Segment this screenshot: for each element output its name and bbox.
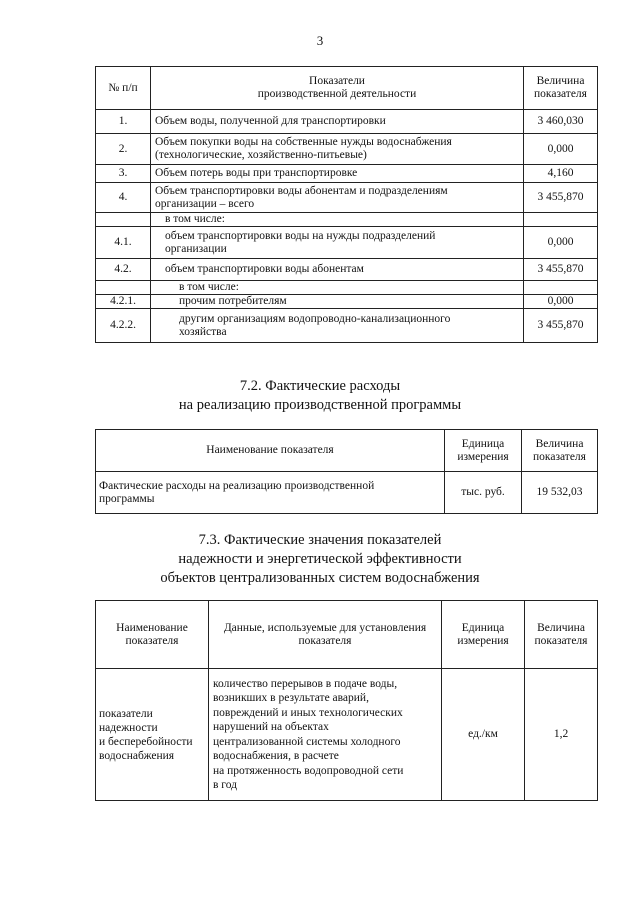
- header-name: Наименование показателя: [96, 430, 445, 472]
- table-header-row: [96, 67, 598, 110]
- table-header-row: [96, 430, 598, 472]
- header-value: Величина показателя: [525, 601, 598, 669]
- table-row: 2. Объем покупки воды на собственные нужды водоснабжения (технологические, хозяйственно-питьевые) 0,000: [96, 134, 598, 165]
- table-row: 4. Объем транспортировки воды абонентам и подразделениям организации – всего 3 455,870: [96, 183, 598, 213]
- section-7-2-title: 7.2. Фактические расходы на реализацию производственной программы: [178, 378, 462, 413]
- header-value: Величина показателя: [522, 430, 598, 472]
- header-indicators: Показатели производственной деятельности: [151, 67, 524, 110]
- table-header-row: [96, 601, 598, 669]
- table-row: 4.2. объем транспортировки воды абонентам 3 455,870: [96, 259, 598, 281]
- table-row: в том числе:: [96, 213, 598, 227]
- actual-expenses-table: [95, 429, 598, 514]
- table-row: 3. Объем потерь воды при транспортировке 4,160: [96, 165, 598, 183]
- header-value: Величина показателя: [524, 67, 598, 110]
- header-num: № п/п: [96, 67, 151, 110]
- table-row: в том числе:: [96, 281, 598, 295]
- header-data: Данные, используемые для установления показателя: [209, 601, 442, 669]
- reliability-indicators-table: [95, 600, 598, 801]
- section-7-3-title: 7.3. Фактические значения показателей надежности и энергетической эффективности объектов централизованных систем водоснабжения: [160, 532, 480, 586]
- header-name: Наименование показателя: [96, 601, 209, 669]
- production-indicators-table: [95, 66, 598, 343]
- table-row: Фактические расходы на реализацию производственной программы тыс. руб. 19 532,03: [96, 472, 598, 514]
- table-row: 4.1. объем транспортировки воды на нужды подразделений организации 0,000: [96, 227, 598, 259]
- table-row: 4.2.2. другим организациям водопроводно-канализационного хозяйства 3 455,870: [96, 309, 598, 343]
- table-row: 1. Объем воды, полученной для транспортировки 3 460,030: [96, 110, 598, 134]
- table-row: показатели надежности и бесперебойности водоснабжения количество перерывов в подаче воды, возникших в результате аварий, повреждений и иных технологических нарушений на объектах централизованной системы холодного водоснабжения, в расчете на протяженность водопроводной сети в год ед./км 1,2: [96, 669, 598, 801]
- table-row: 4.2.1. прочим потребителям 0,000: [96, 295, 598, 309]
- header-unit: Единица измерения: [445, 430, 522, 472]
- page-number: 3: [316, 33, 324, 48]
- header-unit: Единица измерения: [442, 601, 525, 669]
